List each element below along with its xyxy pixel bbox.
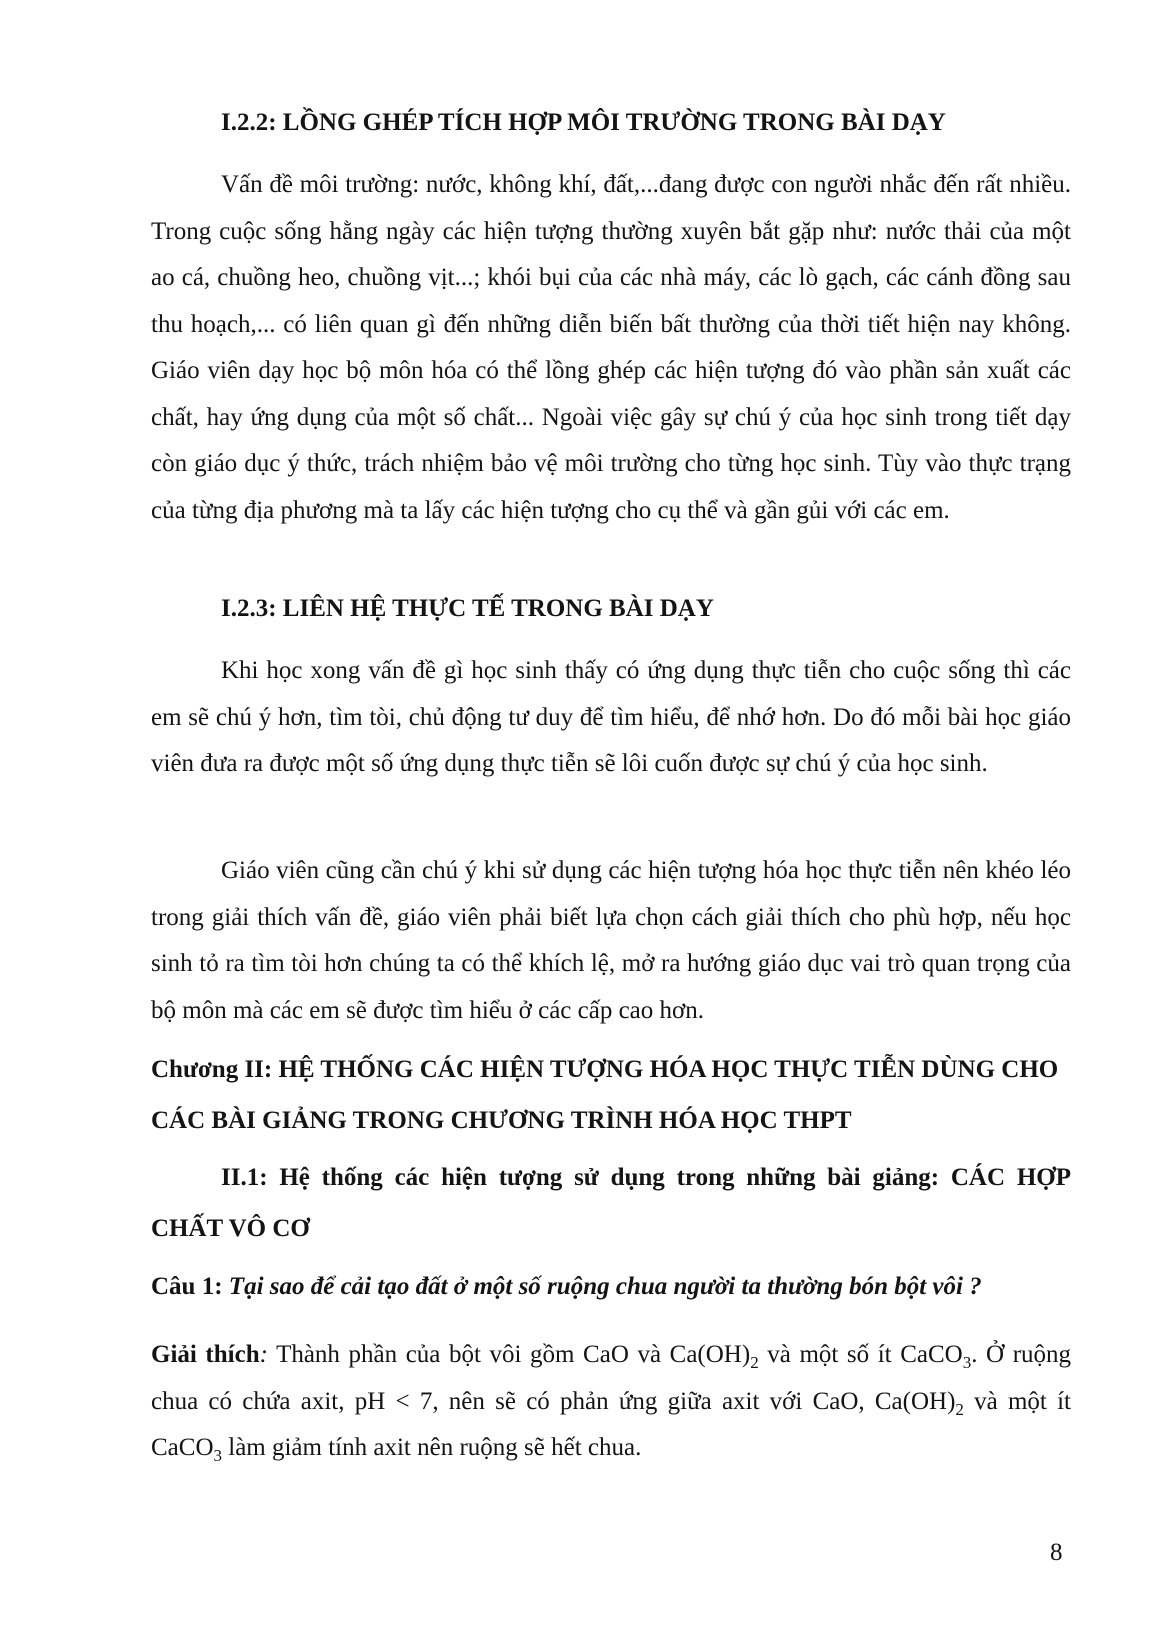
subscript-4: 3	[213, 1446, 222, 1465]
answer-text-3: . Ở ruộng chua có chứa axit, pH < 7, nên sẽ có phản ứng giữa axit với CaO, Ca(OH)	[151, 1341, 1072, 1415]
heading-1-2-2: I.2.2: LỒNG GHÉP TÍCH HỢP MÔI TRƯỜNG TRONG BÀI DẠY	[221, 109, 946, 136]
paragraph-practical-2: Giáo viên cũng cần chú ý khi sử dụng các hiện tượng hóa học thực tiễn nên khéo léo trong giải thích vấn đề, giáo viên phải biết lựa chọn cách giải thích cho phù hợp, nếu học sinh tỏ ra tìm tòi hơn chúng ta có thể khích lệ, mở ra hướng giáo dục vai trò quan trọng của bộ môn mà các em sẽ được tìm hiểu ở các cấp cao hơn.	[151, 857, 1071, 1024]
question-1-text: Tại sao để cải tạo đất ở một số ruộng chua người ta thường bón bột vôi ?	[228, 1273, 982, 1300]
subscript-3: 2	[955, 1399, 964, 1419]
paragraph-practical-1: Khi học xong vấn đề gì học sinh thấy có ứng dụng thực tiễn cho cuộc sống thì các em sẽ chú ý hơn, tìm tòi, chủ động tư duy để tìm hiểu, để nhớ hơn. Do đó mỗi bài học giáo viên đưa ra được một số ứng dụng thực tiễn sẽ lôi cuốn được sự chú ý của học sinh.	[151, 657, 1071, 777]
question-1	[151, 1264, 1071, 1311]
page-number: 8	[1050, 1539, 1063, 1566]
heading-1-2-3: I.2.3: LIÊN HỆ THỰC TẾ TRONG BÀI DẠY	[221, 595, 714, 622]
answer-text-4: và một ít CaCO	[151, 1387, 1071, 1461]
answer-label: Giải thích	[151, 1341, 260, 1368]
answer-text-1: Thành phần của bột vôi gồm CaO và Ca(OH)	[267, 1341, 751, 1368]
paragraph-environment: Vấn đề môi trường: nước, không khí, đất,...đang được con người nhắc đến rất nhiều. Trong cuộc sống hằng ngày các hiện tượng thường xuyên bắt gặp như: nước thải của một ao cá, chuồng heo, chuồng vịt...; khói bụi của các nhà máy, các lò gạch, các cánh đồng sau thu hoạch,... có liên quan gì đến những diễn biến bất thường của thời tiết hiện nay không. Giáo viên dạy học bộ môn hóa có thể lồng ghép các hiện tượng đó vào phần sản xuất các chất, hay ứng dụng của một số chất... Ngoài việc gây sự chú ý của học sinh trong tiết dạy còn giáo dục ý thức, trách nhiệm bảo vệ môi trường cho từng học sinh. Tùy vào thực trạng của từng địa phương mà ta lấy các hiện tượng cho cụ thể và gần gủi với các em.	[151, 171, 1071, 524]
answer-colon: :	[259, 1341, 268, 1368]
answer-1	[151, 1332, 1071, 1472]
chapter-2-heading: Chương II: HỆ THỐNG CÁC HIỆN TƯỢNG HÓA HỌC THỰC TIỄN DÙNG CHO CÁC BÀI GIẢNG TRONG CHƯƠNG TRÌNH HÓA HỌC THPT	[151, 1056, 1059, 1134]
answer-text-2: và một số ít CaCO	[758, 1341, 963, 1368]
question-1-label: Câu 1:	[151, 1273, 223, 1300]
heading-2-1: II.1: Hệ thống các hiện tượng sử dụng trong những bài giảng: CÁC HỢP CHẤT VÔ CƠ	[151, 1164, 1071, 1242]
answer-text-5: làm giảm tính axit nên ruộng sẽ hết chua.	[222, 1434, 642, 1461]
subscript-2: 3	[962, 1353, 972, 1372]
subscript-1: 2	[750, 1353, 759, 1372]
